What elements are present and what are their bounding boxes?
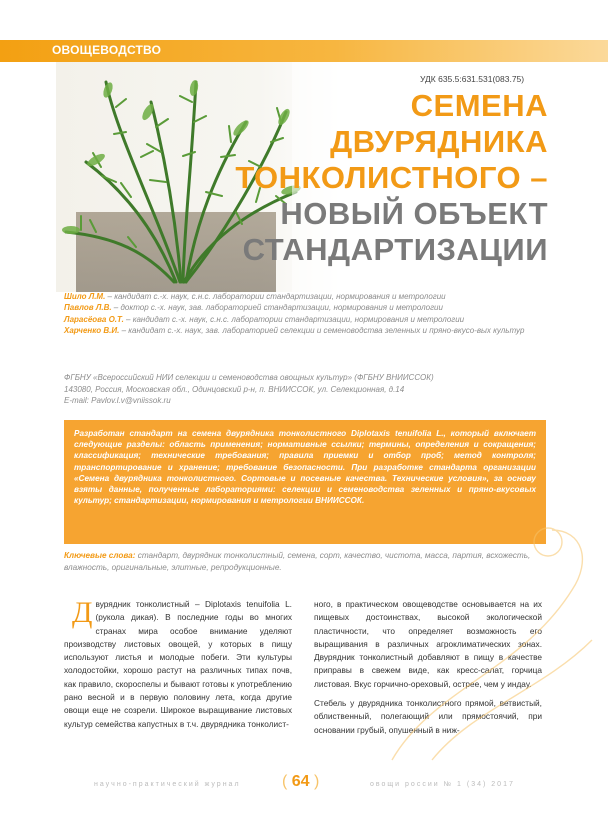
footer-journal-type: научно-практический журнал (94, 781, 241, 788)
author-entry (64, 291, 554, 302)
page-number: ( 64 ) (282, 773, 320, 790)
title-line-1: СЕМЕНА (410, 88, 548, 123)
abstract-text: Разработан стандарт на семена двурядника тонколистного Diplotaxis tenuifolia L., который включает следующие разделы: область применения; нормативные ссылки; термины, определения и сокращения; классификация; технические требования; правила приемки и отбор проб; метод контроля; транспортирование и хранение; требование безопасности. При разработке стандарта организации «Семена двурядника тонколистного. Сортовые и посевные качества. Технические условия», за основу взяты данные, полученные лабораториями: селекции и семеноводства зеленных и пряно-вкусовых культур; стандартизации, нормирования и метрологии ВНИИССОК. (74, 429, 536, 506)
affiliation-address: 143080, Россия, Московская обл., Одинцовский р-н, п. ВНИИССОК, ул. Селекционная, д.14 (64, 384, 405, 394)
keywords-label: Ключевые слова: (64, 551, 136, 560)
author-entry (64, 325, 554, 336)
author-name: Шило Л.М. (64, 292, 106, 301)
author-role: – кандидат с.-х. наук, с.н.с. лаборатории стандартизации, нормирования и метрологии (105, 292, 446, 301)
title-line-4: НОВЫЙ ОБЪЕКТ (280, 196, 548, 231)
title-line-3: ТОНКОЛИСТНОГО – (235, 160, 548, 195)
author-name: Харченко В.И. (64, 325, 120, 335)
author-role: – доктор с.-х. наук, зав. лабораторией стандартизации, нормирования и метрологии (111, 303, 443, 313)
author-role: – кандидат с.-х. наук, с.н.с. лаборатории стандартизации, нормирования и метрологии (123, 314, 465, 324)
author-entry (64, 302, 554, 313)
page-footer (0, 773, 608, 793)
author-entry (64, 314, 554, 325)
body-paragraph: Стебель у двурядника тонколистного прямой, ветвистый, облиственный, полегающий или прямостоячий, при основании грубый, опушенный в ниж- (314, 698, 542, 735)
drop-cap: Д (72, 596, 93, 629)
article-title (235, 88, 548, 268)
category-label: ОВОЩЕВОДСТВО (52, 43, 162, 57)
author-role: – кандидат с.-х. наук, зав. лабораторией селекции и семеноводства зеленных и пряно-вкусо-вых культур (119, 325, 525, 335)
body-paragraph: вурядник тонколистный – Diplotaxis tenuifolia L. (рукола дикая). В последние годы во многих странах мира особое внимание уделяют производству листовых овощей, у которых в пищу используют листья и молодые побеги. Эти культуры холодостойки, хорошо растут на различных типах почв, как правило, скороспелы и бывают готовы к употреблению рано весной и в первую половину лета, когда другие овощи еще не созрели. Широкое выращивание листовых культур семейства капустных в т.ч. двурядника тонколист- (64, 599, 292, 729)
udk-code: УДК 635.5:631.531(083.75) (420, 74, 525, 84)
body-paragraph: ного, в практическом овощеводстве основывается на их пищевых достоинствах, высокой экологической пластичности, что определяет возможность его выращивания в различных агроклиматических зонах. Двурядник тонколистный добавляют в пищу в качестве приправы в свежем виде, как кресс-салат, горчица листовая. Вкус горчично-ореховый, острее, чем у индау. (314, 599, 542, 689)
authors-list (64, 291, 554, 336)
keywords-text: стандарт, двурядник тонколистный, семена, сорт, качество, чистота, масса, партия, всхожесть, влажность, оригинальные, элитные, репродукционные. (64, 551, 531, 572)
author-name: Ларасёова О.Т. (64, 314, 124, 324)
footer-journal-issue: овощи россии № 1 (34) 2017 (370, 781, 515, 788)
body-column-left (64, 598, 292, 731)
page-number-value: 64 (291, 773, 310, 790)
affiliation-org: ФГБНУ «Всероссийский НИИ селекции и семеноводства овощных культур» (ФГБНУ ВНИИССОК) (64, 373, 434, 382)
keywords (64, 550, 546, 573)
abstract-box (64, 420, 546, 544)
affiliation (64, 372, 554, 407)
category-bar (0, 40, 608, 62)
title-line-2: ДВУРЯДНИКА (330, 124, 548, 159)
affiliation-email[interactable]: E-mail: Pavlov.l.v@vniissok.ru (64, 396, 171, 405)
title-line-5: СТАНДАРТИЗАЦИИ (242, 232, 548, 267)
body-column-right (314, 598, 542, 737)
author-name: Павлов Л.В. (64, 303, 112, 313)
